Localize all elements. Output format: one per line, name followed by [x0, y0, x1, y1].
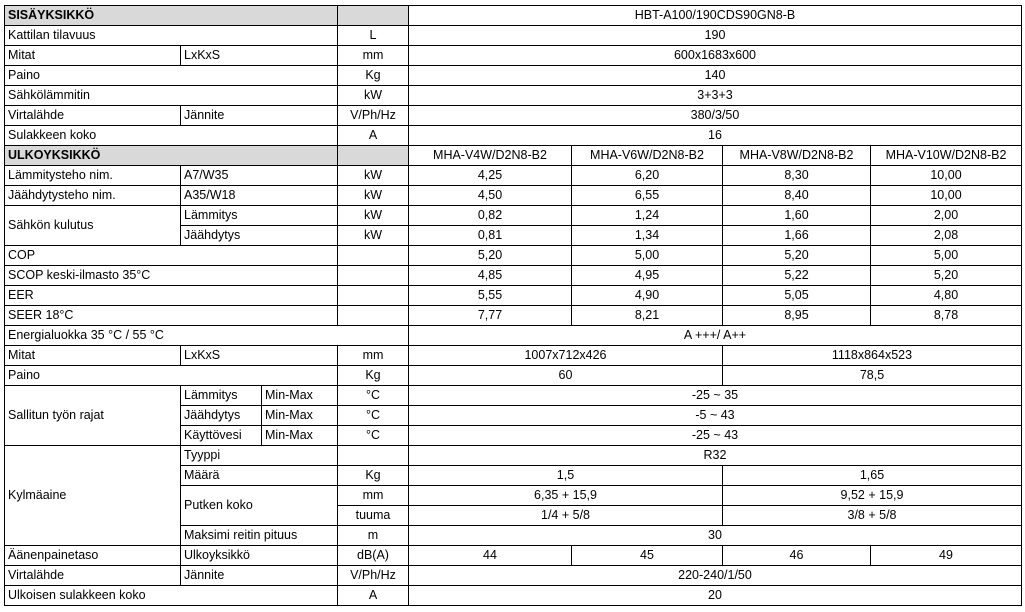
- indoor-model: HBT-A100/190CDS90GN8-B: [409, 6, 1022, 26]
- table-row: Jäähdytys kW 0,81 1,34 1,66 2,08: [5, 226, 1022, 246]
- table-row: Määrä Kg 1,5 1,65: [5, 466, 1022, 486]
- table-row: Maksimi reitin pituus m 30: [5, 526, 1022, 546]
- table-row: Sähkön kulutus Lämmitys kW 0,82 1,24 1,60 2,00: [5, 206, 1022, 226]
- table-row: Käyttövesi Min-Max °C -25 ~ 43: [5, 426, 1022, 446]
- table-row: Sallitun työn rajat Lämmitys Min-Max °C -25 ~ 35: [5, 386, 1022, 406]
- table-row: Sähkölämmitin kW 3+3+3: [5, 86, 1022, 106]
- table-row: Äänenpainetaso Ulkoyksikkö dB(A) 44 45 46 49: [5, 546, 1022, 566]
- table-row: Ulkoisen sulakkeen koko A 20: [5, 586, 1022, 606]
- model-name: MHA-V8W/D2N8-B2: [723, 146, 871, 166]
- table-row: Virtalähde Jännite V/Ph/Hz 220-240/1/50: [5, 566, 1022, 586]
- table-row: Paino Kg 140: [5, 66, 1022, 86]
- table-row: Lämmitysteho nim. A7/W35 kW 4,25 6,20 8,30 10,00: [5, 166, 1022, 186]
- table-row: Mitat LxKxS mm 1007x712x426 1118x864x523: [5, 346, 1022, 366]
- table-row: Jäähdytysteho nim. A35/W18 kW 4,50 6,55 8,40 10,00: [5, 186, 1022, 206]
- table-row: COP 5,20 5,00 5,20 5,00: [5, 246, 1022, 266]
- table-row: Kattilan tilavuus L 190: [5, 26, 1022, 46]
- table-row: SEER 18°C 7,77 8,21 8,95 8,78: [5, 306, 1022, 326]
- table-row: tuuma 1/4 + 5/8 3/8 + 5/8: [5, 506, 1022, 526]
- indoor-header: SISÄYKSIKKÖ: [5, 6, 338, 26]
- table-row: Paino Kg 60 78,5: [5, 366, 1022, 386]
- table-row: Kylmäaine Tyyppi R32: [5, 446, 1022, 466]
- outdoor-header: ULKOYKSIKKÖ: [5, 146, 338, 166]
- model-name: MHA-V4W/D2N8-B2: [409, 146, 572, 166]
- model-name: MHA-V6W/D2N8-B2: [572, 146, 723, 166]
- table-row: Putken koko mm 6,35 + 15,9 9,52 + 15,9: [5, 486, 1022, 506]
- table-row: Energialuokka 35 °C / 55 °C A +++/ A++: [5, 326, 1022, 346]
- outdoor-header-row: [5, 146, 1022, 166]
- table-row: Virtalähde Jännite V/Ph/Hz 380/3/50: [5, 106, 1022, 126]
- table-row: Jäähdytys Min-Max °C -5 ~ 43: [5, 406, 1022, 426]
- table-row: SCOP keski-ilmasto 35°C 4,85 4,95 5,22 5,20: [5, 266, 1022, 286]
- model-name: MHA-V10W/D2N8-B2: [871, 146, 1022, 166]
- table-row: EER 5,55 4,90 5,05 4,80: [5, 286, 1022, 306]
- table-row: Sulakkeen koko A 16: [5, 126, 1022, 146]
- indoor-header-row: [5, 6, 1022, 26]
- table-row: Mitat LxKxS mm 600x1683x600: [5, 46, 1022, 66]
- spec-table: [4, 5, 1022, 606]
